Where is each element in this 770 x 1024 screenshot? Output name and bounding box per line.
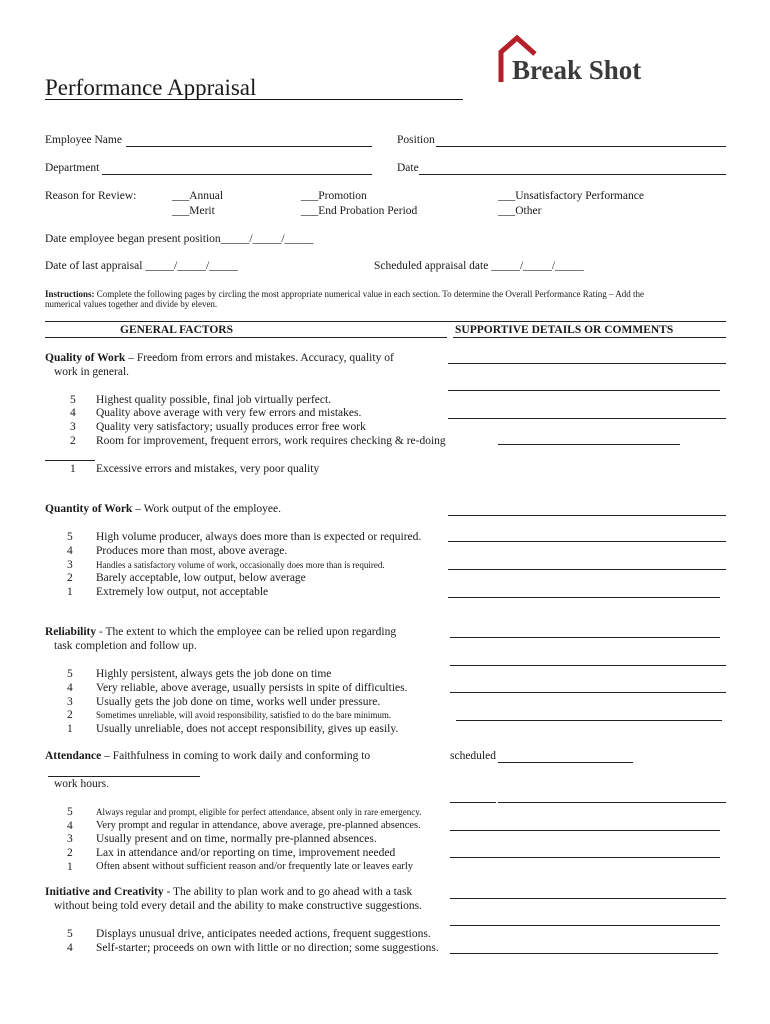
attendance-heading bbox=[45, 750, 370, 762]
quantity-rating-2-num: 2 bbox=[67, 572, 73, 584]
quantity-comment-line-4[interactable] bbox=[448, 597, 720, 598]
quality-rating-2-text: Room for improvement, frequent errors, work requires checking & re-doing bbox=[96, 435, 446, 447]
initiative-comment-line-2[interactable] bbox=[450, 925, 720, 926]
initiative-comment-line-1[interactable] bbox=[450, 898, 726, 899]
merit-option[interactable]: ___Merit bbox=[172, 205, 215, 217]
attendance-rating-4-num: 4 bbox=[67, 820, 73, 832]
quality-rating-4-text: Quality above average with very few errors and mistakes. bbox=[96, 407, 362, 419]
quality-comment-line-3[interactable] bbox=[448, 418, 726, 419]
quality-comment-line-4[interactable] bbox=[498, 444, 680, 445]
attendance-rating-5-num: 5 bbox=[67, 806, 73, 818]
position-label: Position bbox=[397, 134, 435, 146]
annual-option[interactable]: ___Annual bbox=[172, 190, 224, 202]
scheduled-appraisal-field[interactable]: Scheduled appraisal date _____/_____/_____ bbox=[374, 260, 584, 272]
quality-comment-line-2[interactable] bbox=[448, 390, 720, 391]
reason-label: Reason for Review: bbox=[45, 190, 137, 202]
initiative-heading bbox=[45, 886, 412, 898]
quality-rating-3-num: 3 bbox=[70, 421, 76, 433]
attendance-label: Attendance bbox=[45, 750, 102, 762]
reliability-comment-line-1[interactable] bbox=[450, 637, 720, 638]
header-rule bbox=[45, 321, 726, 322]
header-right-underline bbox=[453, 337, 726, 338]
quality-rating-4-num: 4 bbox=[70, 407, 76, 419]
general-factors-header: GENERAL FACTORS bbox=[120, 324, 234, 336]
quality-heading bbox=[45, 352, 394, 364]
promotion-option[interactable]: ___Promotion bbox=[301, 190, 367, 202]
quality-rating-3-text: Quality very satisfactory; usually produces error free work bbox=[96, 421, 366, 433]
quality-rating-blank[interactable] bbox=[45, 460, 95, 461]
instructions-label: Instructions: bbox=[45, 289, 95, 299]
quality-desc-2: work in general. bbox=[54, 366, 130, 378]
supportive-header: SUPPORTIVE DETAILS OR COMMENTS bbox=[455, 324, 674, 336]
quality-comment-line-1[interactable] bbox=[448, 363, 726, 364]
reliability-comment-line-2[interactable] bbox=[450, 665, 726, 666]
initiative-desc-2: without being told every detail and the ability to make constructive suggestions. bbox=[54, 900, 422, 912]
page-title: Performance Appraisal bbox=[45, 75, 257, 100]
attendance-rating-4-text: Very prompt and regular in attendance, above average, pre-planned absences. bbox=[96, 820, 421, 831]
quantity-rating-1-num: 1 bbox=[67, 586, 73, 598]
header-left-underline bbox=[45, 337, 447, 338]
attendance-desc-2: work hours. bbox=[54, 778, 109, 790]
reliability-rating-1-num: 1 bbox=[67, 723, 73, 735]
reliability-desc-1: - The extent to which the employee can be relied upon regarding bbox=[96, 626, 397, 638]
quantity-comment-line-3[interactable] bbox=[448, 569, 726, 570]
date-began-field[interactable]: Date employee began present position_____/_____/_____ bbox=[45, 233, 314, 245]
attendance-rating-2-text: Lax in attendance and/or reporting on time, improvement needed bbox=[96, 847, 396, 859]
reliability-label: Reliability bbox=[45, 626, 97, 638]
initiative-rating-5-num: 5 bbox=[67, 928, 73, 940]
initiative-label: Initiative and Creativity bbox=[45, 886, 164, 898]
department-label: Department bbox=[45, 162, 100, 174]
quantity-heading bbox=[45, 503, 281, 515]
quantity-rating-3-text: Handles a satisfactory volume of work, occasionally does more than is required. bbox=[96, 560, 385, 570]
attendance-scheduled: scheduled bbox=[450, 750, 496, 762]
position-field[interactable] bbox=[436, 146, 726, 147]
attendance-rating-blank[interactable] bbox=[48, 776, 200, 777]
instructions-text-2: numerical values together and divide by eleven. bbox=[45, 299, 218, 309]
attendance-rating-3-text: Usually present and on time, normally pre-planned absences. bbox=[96, 833, 377, 845]
attendance-comment-line-4[interactable] bbox=[450, 857, 720, 858]
initiative-rating-4-text: Self-starter; proceeds on own with little or no direction; some suggestions. bbox=[96, 942, 439, 954]
reliability-rating-4-num: 4 bbox=[67, 682, 73, 694]
reliability-rating-5-text: Highly persistent, always gets the job done on time bbox=[96, 668, 332, 680]
initiative-comment-line-3[interactable] bbox=[450, 953, 718, 954]
reliability-rating-1-text: Usually unreliable, does not accept responsibility, gives up easily. bbox=[96, 723, 399, 735]
attendance-rating-5-text: Always regular and prompt, eligible for perfect attendance, absent only in rare emergency. bbox=[96, 807, 422, 817]
attendance-rating-1-text: Often absent without sufficient reason and/or frequently late or leaves early bbox=[96, 861, 414, 872]
reliability-comment-line-4[interactable] bbox=[456, 720, 722, 721]
initiative-rating-4-num: 4 bbox=[67, 942, 73, 954]
quality-rating-1-text: Excessive errors and mistakes, very poor quality bbox=[96, 463, 320, 475]
quality-desc-1: – Freedom from errors and mistakes. Accuracy, quality of bbox=[125, 352, 394, 364]
quantity-rating-4-num: 4 bbox=[67, 545, 73, 557]
quality-rating-5-text: Highest quality possible, final job virtually perfect. bbox=[96, 394, 332, 406]
reliability-rating-2-text: Sometimes unreliable, will avoid responsibility, satisfied to do the bare minimum. bbox=[96, 710, 392, 720]
quantity-rating-5-text: High volume producer, always does more than is expected or required. bbox=[96, 531, 422, 543]
logo-text: Break Shot bbox=[512, 55, 642, 85]
reliability-rating-3-text: Usually gets the job done on time, works well under pressure. bbox=[96, 696, 381, 708]
initiative-desc-1: - The ability to plan work and to go ahead with a task bbox=[163, 886, 413, 898]
attendance-rating-3-num: 3 bbox=[67, 833, 73, 845]
attendance-comment-line-1[interactable] bbox=[450, 802, 496, 803]
other-option[interactable]: ___Other bbox=[498, 205, 542, 217]
employee-name-field[interactable] bbox=[126, 146, 372, 147]
attendance-scheduled-line[interactable] bbox=[498, 762, 633, 763]
date-label: Date bbox=[397, 162, 419, 174]
instructions-text-1: Complete the following pages by circling the most appropriate numerical value in each section. To determine the Overall Performance Rating – Add the bbox=[94, 289, 645, 299]
quantity-rating-2-text: Barely acceptable, low output, below average bbox=[96, 572, 306, 584]
quantity-rating-4-text: Produces more than most, above average. bbox=[96, 545, 288, 557]
department-field[interactable] bbox=[102, 174, 372, 175]
end-probation-option[interactable]: ___End Probation Period bbox=[301, 205, 418, 217]
attendance-desc-1: – Faithfulness in coming to work daily and conforming to bbox=[101, 750, 371, 762]
reliability-rating-2-num: 2 bbox=[67, 709, 73, 721]
date-last-appraisal-field[interactable]: Date of last appraisal _____/_____/_____ bbox=[45, 260, 238, 272]
employee-name-label: Employee Name bbox=[45, 134, 122, 146]
reliability-rating-4-text: Very reliable, above average, usually persists in spite of difficulties. bbox=[96, 682, 408, 694]
reliability-desc-2: task completion and follow up. bbox=[54, 640, 197, 652]
quantity-rating-3-num: 3 bbox=[67, 559, 73, 571]
unsatisfactory-option[interactable]: ___Unsatisfactory Performance bbox=[498, 190, 644, 202]
attendance-rating-2-num: 2 bbox=[67, 847, 73, 859]
quality-rating-1-num: 1 bbox=[70, 463, 76, 475]
title-underline bbox=[45, 99, 463, 100]
quality-rating-5-num: 5 bbox=[70, 394, 76, 406]
reliability-comment-line-3[interactable] bbox=[450, 692, 726, 693]
instructions bbox=[45, 289, 644, 299]
attendance-comment-line-3[interactable] bbox=[450, 830, 720, 831]
initiative-rating-5-text: Displays unusual drive, anticipates needed actions, frequent suggestions. bbox=[96, 928, 431, 940]
quantity-rating-1-text: Extremely low output, not acceptable bbox=[96, 586, 269, 598]
attendance-comment-line-2[interactable] bbox=[498, 802, 726, 803]
quality-rating-2-num: 2 bbox=[70, 435, 76, 447]
date-field[interactable] bbox=[419, 174, 726, 175]
quantity-rating-5-num: 5 bbox=[67, 531, 73, 543]
reliability-rating-5-num: 5 bbox=[67, 668, 73, 680]
quantity-desc-1: – Work output of the employee. bbox=[132, 503, 281, 515]
quantity-comment-line-1[interactable] bbox=[448, 515, 726, 516]
quality-label: Quality of Work bbox=[45, 352, 126, 364]
quantity-comment-line-2[interactable] bbox=[448, 541, 726, 542]
reliability-heading bbox=[45, 626, 396, 638]
attendance-rating-1-num: 1 bbox=[67, 861, 73, 873]
reliability-rating-3-num: 3 bbox=[67, 696, 73, 708]
quantity-label: Quantity of Work bbox=[45, 503, 133, 515]
